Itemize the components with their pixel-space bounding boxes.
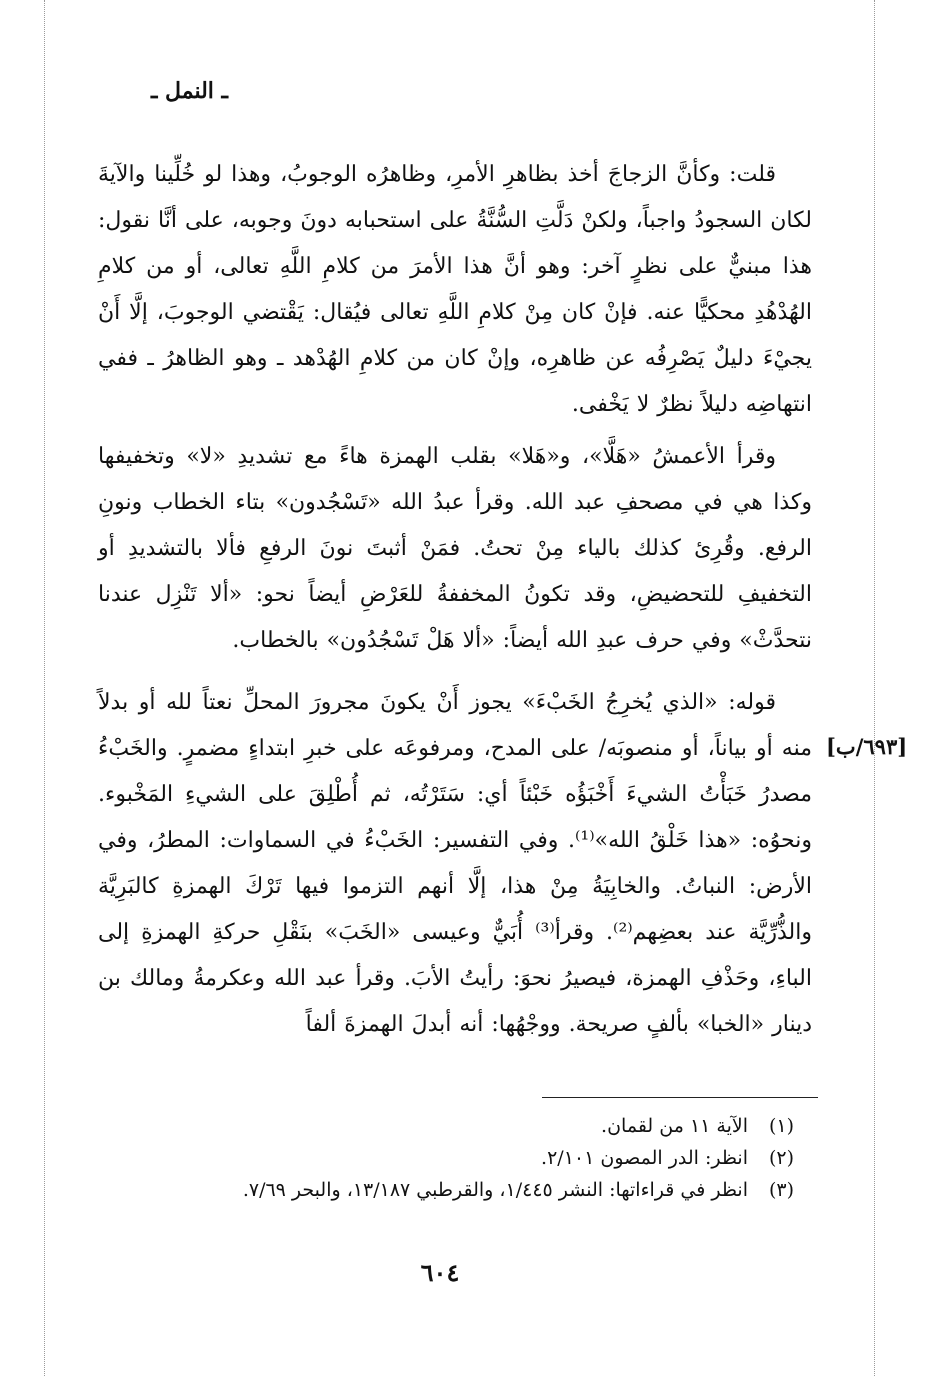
- footnote-number: (٢): [768, 1147, 794, 1169]
- footnote-text: الآية ١١ من لقمان.: [601, 1115, 748, 1137]
- footnote-text: انظر: الدر المصون ٢/١٠١.: [541, 1147, 748, 1169]
- footnote-number: (٣): [768, 1179, 794, 1201]
- footnote-number: (١): [768, 1115, 794, 1137]
- right-margin-guide: [874, 0, 875, 1376]
- footnote-text: انظر في قراءاتها: النشر ١/٤٤٥، والقرطبي ١٣/١٨٧، والبحر ٧/٦٩.: [242, 1179, 748, 1201]
- manuscript-folio-marker: [٦٩٣/ب]: [826, 734, 908, 759]
- footnotes: [150, 1110, 794, 1206]
- body-paragraph-3: [98, 680, 812, 1048]
- footnote-item: [150, 1174, 794, 1206]
- paragraph-text: قلت: وكأنَّ الزجاجَ أخذ بظاهرِ الأمرِ، وظاهرُه الوجوبُ، وهذا لو خُلِّينا والآيةَ لكان السجودُ واجباً، ولكنْ دَلَّتِ السُّنَّةُ على استحبابه دونَ وجوبه، على أنَّا نقول: هذا مبنيٌّ على نظرٍ آخر: وهو أنَّ هذا الأمرَ من كلامِ اللَّهِ تعالى، أو من كلامِ الهُدْهُدِ محكيًّا عنه. فإنْ كان مِنْ كلامِ اللَّهِ تعالى فيُقال: يَقْتضي الوجوبَ، إلَّا أَنْ يجيْءَ دليلٌ يَصْرِفُه عن ظاهرِه، وإنْ كان من كلامِ الهُدْهد ـ وهو الظاهرُ ـ ففي انتهاضِه دليلاً نظرٌ لا يَخْفى.: [98, 162, 812, 417]
- footnote-item: [150, 1110, 794, 1142]
- running-head: ـ النمل ـ: [150, 78, 228, 104]
- paragraph-text: قوله: «الذي يُخرِجُ الخَبْءَ» يجوز أَنْ يكونَ مجرورَ المحلِّ نعتاً لله أو بدلاً منه أو بياناً، أو منصوبَه/ على المدح، ومرفوعَه على خبرِ ابتداءٍ مضمرٍ. والخَبْءُ مصدرُ خَبَأْتُ الشيءَ أَخْبَؤُه خَبْئاً أي: سَتَرْتُه، ثم أُطْلِقَ على الشيءِ المَخْبوء. ونحوُه: «هذا خَلْقُ الله»⁽¹⁾. وفي التفسير: الخَبْءُ في السماوات: المطرُ، وفي الأرض: النباتُ. والخابِيَةُ مِنْ هذا، إلَّا أنهم التزموا فيها تَرْكَ الهمزةِ كالبَرِيَّة والذُّرِّيَّة عند بعضِهم⁽²⁾. وقرأ⁽³⁾ أُبَيٌّ وعيسى «الخَبَ» بنَقْلِ حركةِ الهمزةِ إلى الباءِ، وحَذْفِ الهمزة، فيصيرُ نحوَ: رأيتُ الأبَ. وقرأ عبد الله وعكرمةُ ومالك بن دينار «الخبا» بألفٍ صريحة. ووجْهُها: أنه أبدلَ الهمزةَ ألفاً: [98, 690, 812, 1037]
- paragraph-text: وقرأ الأعمشُ «هَلَّا»، و«هَلا» بقلب الهمزة هاءً مع تشديدِ «لا» وتخفيفها وكذا هي في مصحفِ عبد الله. وقرأ عبدُ الله «تَسْجُدون» بتاء الخطاب ونونِ الرفع. وقُرِئ كذلك بالياء مِنْ تحتُ. فمَنْ أثبتَ نونَ الرفعِ فألا بالتشديدِ أو التخفيفِ للتحضيضِ، وقد تكونُ المخففةُ للعَرْضِ أيضاً نحو: «ألا تَنْزِل عندنا نتحدَّثْ» وفي حرف عبدِ الله أيضاً: «ألا هَلْ تَسْجُدُون» بالخطاب.: [98, 444, 812, 653]
- footnote-separator: [542, 1097, 818, 1098]
- body-paragraph-2: [98, 434, 812, 664]
- page-number: ٦٠٤: [420, 1258, 460, 1287]
- left-margin-guide: [44, 0, 45, 1376]
- body-paragraph-1: [98, 152, 812, 428]
- footnote-item: [150, 1142, 794, 1174]
